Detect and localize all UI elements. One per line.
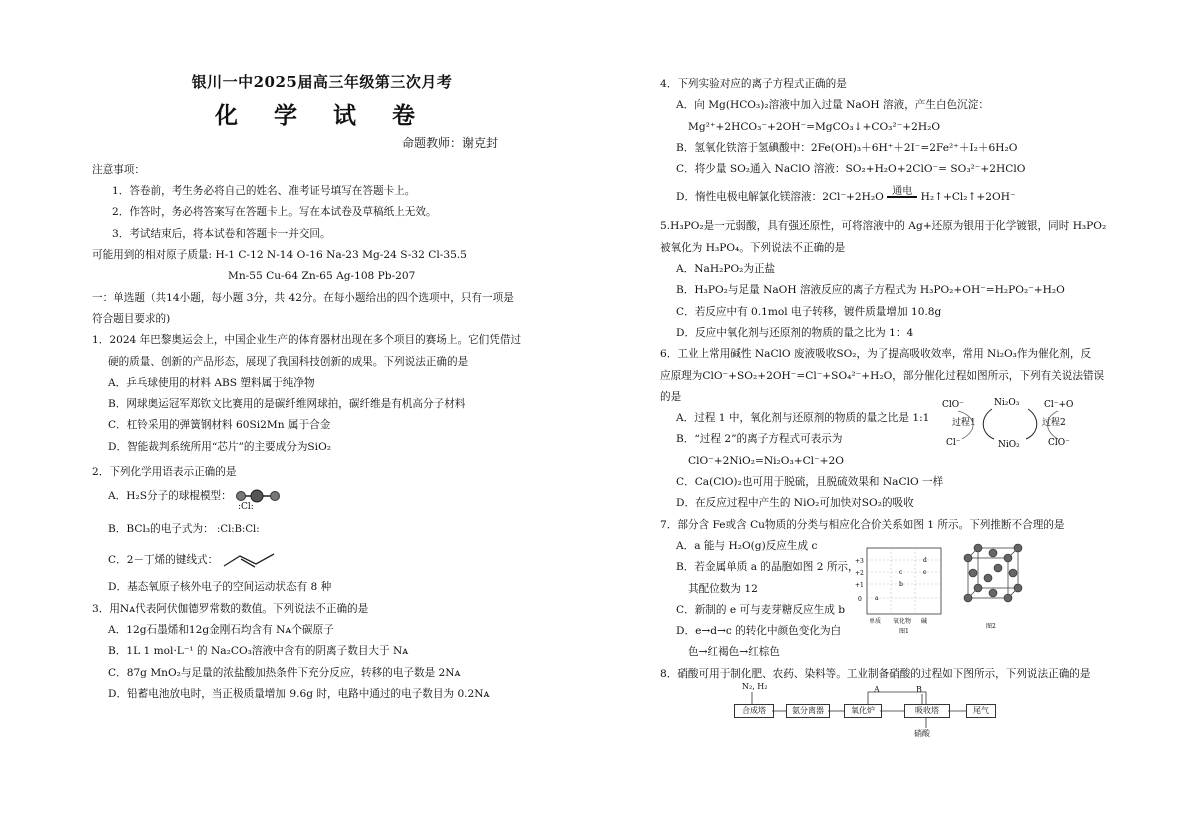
stream-b-label: B xyxy=(916,685,922,694)
atomic-masses-line1: 可能用到的相对原子质量: H-1 C-12 N-14 O-16 Na-23 Mg-24 S-32 Cl-35.5 xyxy=(92,249,467,262)
q4-option-b: B．氢氧化铁溶于氢碘酸中：2Fe(OH)₃＋6H⁺＋2I⁻=2Fe²⁺＋I₂＋6H₂O xyxy=(676,141,1018,154)
q3-stem: 3．用Nᴀ代表阿伏伽德罗常数的数值。下列说法不正确的是 xyxy=(92,602,369,615)
q4-option-a: A．向 Mg(HCO₃)₂溶液中加入过量 NaOH 溶液，产生白色沉淀： xyxy=(676,99,989,112)
q7-stem: 7．部分含 Fe或含 Cu物质的分类与相应化合价关系如图 1 所示。下列推断不合理的是 xyxy=(660,518,1065,531)
fig-ni2o3: Ni₂O₃ xyxy=(994,398,1020,408)
q5-option-b: B．H₃PO₂与足量 NaOH 溶液反应的离子方程式为 H₃PO₂+OH⁻=H₂PO₂⁻+H₂O xyxy=(676,284,1065,297)
figure-2-caption: 图2 xyxy=(986,623,996,630)
q6-option-d: D．在反应过程中产生的 NiO₂可加快对SO₂的吸收 xyxy=(676,497,914,510)
bcl3-electron-formula: :Cl:B:Cl: xyxy=(217,524,260,536)
q4-option-a-eq: Mg²⁺+2HCO₃⁻+2OH⁻=MgCO₃↓+CO₃²⁻+2H₂O xyxy=(688,120,941,133)
fig-nio2: NiO₂ xyxy=(998,440,1020,450)
q4-option-c: C．将少量 SO₂通入 NaClO 溶液：SO₂+H₂O+2ClO⁻= SO₃²⁻+2HClO xyxy=(676,163,1026,176)
q5-option-d: D．反应中氧化剂与还原剂的物质的量之比为 1：4 xyxy=(676,326,914,339)
q2-option-b-text: B．BCl₃的电子式为： xyxy=(108,523,214,536)
bcl3-top-cl: :Cl: xyxy=(238,502,254,513)
notes-heading: 注意事项： xyxy=(92,163,145,176)
point-c: c xyxy=(899,569,903,576)
feed-label: N₂, H₂ xyxy=(742,682,768,691)
q3-option-d: D．铅蓄电池放电时，当正极质量增加 9.6g 时，电路中通过的电子数目为 0.2Nᴀ xyxy=(108,687,490,700)
q1-stem: 1．2024 年巴黎奥运会上，中国企业生产的体育器材出现在多个项目的赛场上。它们凭借过 xyxy=(92,334,522,347)
q3-option-a: A．12g石墨烯和12g金刚石均含有 Nᴀ个碳原子 xyxy=(108,623,334,636)
q5-stem-cont: 被氧化为 H₃PO₄。下列说法不正确的是 xyxy=(660,241,846,254)
fig-process2: 过程2 xyxy=(1042,418,1066,428)
note-item: 3．考试结束后，将本试卷和答题卡一并交回。 xyxy=(112,227,331,240)
point-a: a xyxy=(875,595,879,602)
unit-cell-figure xyxy=(960,544,1024,634)
flow-box: 尾气 xyxy=(966,704,996,718)
q6-option-a: A．过程 1 中，氧化剂与还原剂的物质的量之比是 1:1 xyxy=(676,412,930,425)
flow-box: 吸收塔 xyxy=(904,704,950,718)
q2-option-d: D．基态氧原子核外电子的空间运动状态有 8 种 xyxy=(108,581,332,594)
q4-option-d xyxy=(660,180,1100,210)
q7-option-d-cont: 色→红褐色→红棕色 xyxy=(688,646,780,659)
note-item: 1．答卷前，考生务必将自己的姓名、准考证号填写在答题卡上。 xyxy=(112,185,416,198)
q6-stem-end: 的是 xyxy=(660,390,682,403)
skeletal-formula-icon xyxy=(222,550,282,570)
figure-1-caption: 图1 xyxy=(899,628,909,635)
q5-stem: 5.H₃PO₂是一元弱酸，具有强还原性，可将溶液中的 Ag+还原为银用于化学镀银，同时 H₃PO₂ xyxy=(660,220,1107,233)
subject-title: 化 学 试 卷 xyxy=(214,102,430,130)
nitric-acid-flow-figure xyxy=(728,682,1058,742)
x-tick: 碱 xyxy=(921,618,928,625)
flow-box: 合成塔 xyxy=(734,704,774,718)
q6-stem-cont: 应原理为ClO⁻+SO₂+2OH⁻=Cl⁻+SO₄²⁻+H₂O，部分催化过程如图所示，下列有关说法错误 xyxy=(660,369,1105,382)
cycle-arrow-right xyxy=(1026,409,1037,439)
q2-option-c xyxy=(92,543,552,577)
teacher-name: 命题教师：谢克封 xyxy=(401,135,498,150)
q2-option-a xyxy=(92,483,552,509)
left-column xyxy=(92,72,552,705)
q5-option-a: A．NaH₂PO₂为正盐 xyxy=(676,263,776,276)
q7-option-d: D．e→d→c 的转化中颜色变化为白 xyxy=(676,625,842,638)
q4-option-d-text: D．惰性电极电解氯化镁溶液：2Cl⁻+2H₂O xyxy=(676,191,884,204)
flow-box: 氧化炉 xyxy=(844,704,882,718)
q3-option-c: C．87g MnO₂与足量的浓盐酸加热条件下充分反应，转移的电子数是 2Nᴀ xyxy=(108,666,461,679)
fig-clo-right: ClO⁻ xyxy=(1048,438,1070,448)
q6-option-b: B．“过程 2”的离子方程式可表示为 xyxy=(676,433,843,446)
point-b: b xyxy=(899,581,903,588)
y-tick: +2 xyxy=(855,570,864,577)
q7-option-b: B．若金属单质 a 的晶胞如图 2 所示， xyxy=(676,561,859,574)
point-d: d xyxy=(923,557,927,564)
x-tick: 氧化物 xyxy=(893,618,912,625)
fig-cl-left: Cl⁻ xyxy=(946,438,961,448)
q6-option-c: C．Ca(ClO)₂也可用于脱硫，且脱硫效果和 NaClO 一样 xyxy=(676,476,944,489)
q1-stem-cont: 硬的质量、创新的产品形态，展现了我国科技创新的成果。下列说法正确的是 xyxy=(108,355,469,368)
product-label: 硝酸 xyxy=(914,729,930,738)
point-e: e xyxy=(923,569,927,576)
catalytic-cycle-figure xyxy=(940,395,1080,451)
q1-option-d: D．智能裁判系统所用“芯片”的主要成分为SiO₂ xyxy=(108,440,331,453)
q2-option-b xyxy=(92,502,552,543)
q3-option-b: B．1L 1 mol·L⁻¹ 的 Na₂CO₃溶液中含有的阴离子数目大于 Nᴀ xyxy=(108,645,409,658)
cycle-arrow-left xyxy=(983,409,994,439)
y-tick: 0 xyxy=(858,596,862,603)
q6-option-b-eq: ClO⁻+2NiO₂=Ni₂O₃+Cl⁻+2O xyxy=(688,454,844,467)
q2-stem: 2．下列化学用语表示正确的是 xyxy=(92,466,237,479)
q4-option-d-products: H₂↑+Cl₂↑+2OH⁻ xyxy=(920,191,1016,204)
valence-class-figure xyxy=(855,546,945,634)
x-tick: 单质 xyxy=(869,618,882,625)
q1-option-c: C．杠铃采用的弹簧钢材料 60Si2Mn 属于合金 xyxy=(108,419,331,432)
atomic-masses-line2: Mn-55 Cu-64 Zn-65 Ag-108 Pb-207 xyxy=(228,270,416,283)
q4-stem: 4．下列实验对应的离子方程式正确的是 xyxy=(660,78,847,90)
q1-option-b: B．网球奥运冠军郑钦文比赛用的是碳纤维网球拍，碳纤维是有机高分子材料 xyxy=(108,398,466,411)
y-tick: +1 xyxy=(855,582,864,589)
q7-option-b-cont: 其配位数为 12 xyxy=(688,582,758,595)
q2-option-c-text: C．2－丁烯的键线式： xyxy=(108,554,219,567)
q2-option-a-text: A．H₂S分子的球棍模型： xyxy=(108,490,232,503)
section-heading: 一：单选题（共14小题，每小题 3分，共 42分。在每小题给出的四个选项中，只有一项是 xyxy=(92,291,514,304)
flow-box: 氨分离器 xyxy=(786,704,830,718)
flow-arrows xyxy=(728,682,1058,742)
note-item: 2．作答时，务必将答案写在答题卡上。写在本试卷及草稿纸上无效。 xyxy=(112,206,437,219)
y-tick: +3 xyxy=(855,558,864,565)
school-title: 银川一中2025届高三年级第三次月考 xyxy=(191,73,453,91)
q5-option-c: C．若反应中有 0.1mol 电子转移，镀件质量增加 10.8g xyxy=(676,305,942,318)
q7-option-a: A．a 能与 H₂O(g)反应生成 c xyxy=(676,539,818,552)
q7-option-c: C．新制的 e 可与麦芽糖反应生成 b xyxy=(676,603,845,616)
q1-option-a: A．乒乓球使用的材料 ABS 塑料属于纯净物 xyxy=(108,376,315,389)
q8-stem: 8．硝酸可用于制化肥、农药、染料等。工业制备硝酸的过程如下图所示，下列说法正确的是 xyxy=(660,667,1091,680)
stream-a-label: A xyxy=(874,685,880,694)
section-heading-cont: 符合题目要求的) xyxy=(92,312,171,325)
condition-label: 通电 xyxy=(892,186,913,198)
fig-clo-left: ClO⁻ xyxy=(942,400,964,410)
fig-cl-o: Cl⁻+O xyxy=(1044,400,1074,410)
q6-stem: 6．工业上常用碱性 NaClO 废液吸收SO₂，为了提高吸收效率，常用 Ni₂O₃作为催化剂，反 xyxy=(660,348,1092,361)
fig-process1: 过程1 xyxy=(952,418,976,428)
